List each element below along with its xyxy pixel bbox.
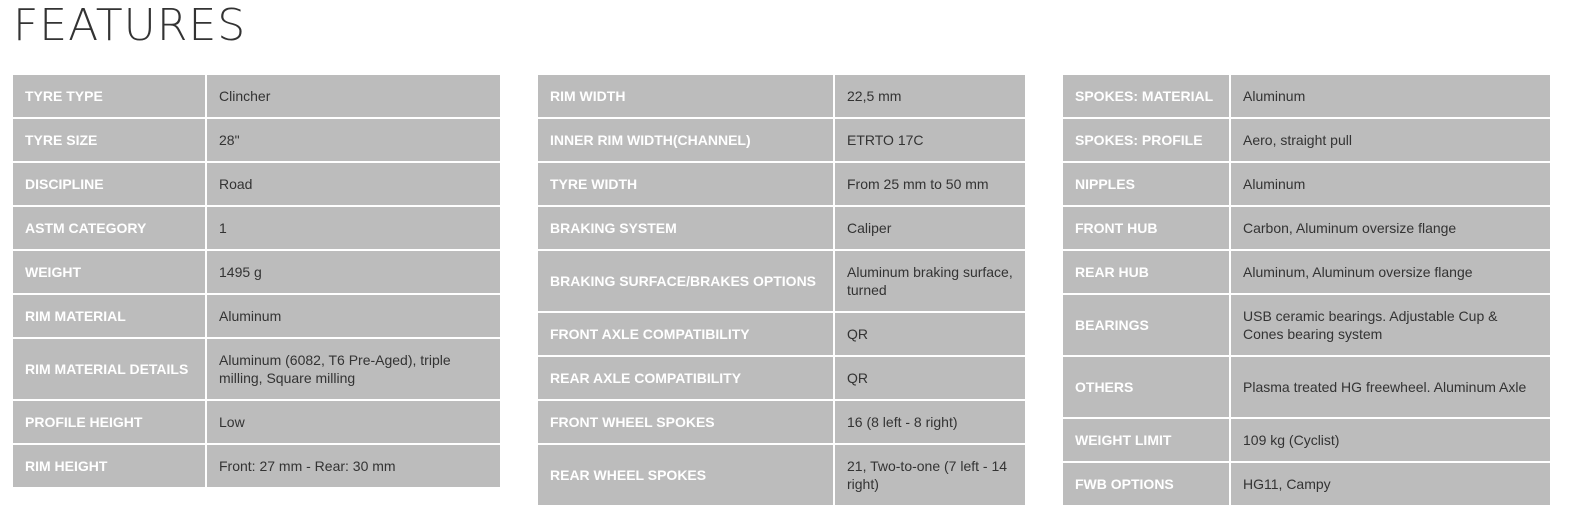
spec-value: Aluminum xyxy=(1230,74,1551,118)
table-row xyxy=(1062,294,1551,356)
spec-value: Road xyxy=(206,162,501,206)
spec-label: REAR HUB xyxy=(1062,250,1230,294)
spec-label: FRONT AXLE COMPATIBILITY xyxy=(537,312,834,356)
spec-value: 109 kg (Cyclist) xyxy=(1230,418,1551,462)
spec-label: TYRE TYPE xyxy=(12,74,206,118)
table-row xyxy=(1062,206,1551,250)
table-row xyxy=(1062,74,1551,118)
spec-value: Plasma treated HG freewheel. Aluminum Axle xyxy=(1230,356,1551,418)
table-row xyxy=(1062,418,1551,462)
spec-value: QR xyxy=(834,356,1026,400)
spec-value: 1 xyxy=(206,206,501,250)
spec-label: WEIGHT xyxy=(12,250,206,294)
spec-label: ASTM CATEGORY xyxy=(12,206,206,250)
table-row xyxy=(1062,462,1551,506)
spec-value: 21, Two-to-one (7 left - 14 right) xyxy=(834,444,1026,506)
spec-table-3 xyxy=(1061,73,1552,507)
spec-label: INNER RIM WIDTH(CHANNEL) xyxy=(537,118,834,162)
spec-label: OTHERS xyxy=(1062,356,1230,418)
spec-value: Aluminum (6082, T6 Pre-Aged), triple milling, Square milling xyxy=(206,338,501,400)
table-row xyxy=(537,74,1026,118)
spec-value: Aluminum braking surface, turned xyxy=(834,250,1026,312)
spec-value: Carbon, Aluminum oversize flange xyxy=(1230,206,1551,250)
spec-label: TYRE SIZE xyxy=(12,118,206,162)
spec-value: QR xyxy=(834,312,1026,356)
table-row xyxy=(12,162,501,206)
table-row xyxy=(1062,162,1551,206)
spec-value: Front: 27 mm - Rear: 30 mm xyxy=(206,444,501,488)
table-row xyxy=(537,356,1026,400)
spec-table-2 xyxy=(536,73,1027,507)
spec-label: RIM HEIGHT xyxy=(12,444,206,488)
table-row xyxy=(537,162,1026,206)
table-row xyxy=(537,400,1026,444)
table-row xyxy=(12,294,501,338)
table-row xyxy=(12,338,501,400)
spec-value: 22,5 mm xyxy=(834,74,1026,118)
spec-label: WEIGHT LIMIT xyxy=(1062,418,1230,462)
spec-value: Aluminum xyxy=(1230,162,1551,206)
spec-value: Caliper xyxy=(834,206,1026,250)
spec-label: BEARINGS xyxy=(1062,294,1230,356)
table-row xyxy=(12,206,501,250)
table-row xyxy=(1062,118,1551,162)
table-row xyxy=(1062,250,1551,294)
spec-value: 1495 g xyxy=(206,250,501,294)
table-row xyxy=(12,250,501,294)
spec-label: DISCIPLINE xyxy=(12,162,206,206)
table-row xyxy=(537,250,1026,312)
table-row xyxy=(537,312,1026,356)
spec-label: TYRE WIDTH xyxy=(537,162,834,206)
table-row xyxy=(12,444,501,488)
spec-label: FWB OPTIONS xyxy=(1062,462,1230,506)
table-row xyxy=(537,444,1026,506)
spec-value: HG11, Campy xyxy=(1230,462,1551,506)
spec-value: Aluminum xyxy=(206,294,501,338)
spec-label: BRAKING SYSTEM xyxy=(537,206,834,250)
spec-label: BRAKING SURFACE/BRAKES OPTIONS xyxy=(537,250,834,312)
spec-label: NIPPLES xyxy=(1062,162,1230,206)
spec-label: REAR AXLE COMPATIBILITY xyxy=(537,356,834,400)
spec-value: Clincher xyxy=(206,74,501,118)
spec-value: 16 (8 left - 8 right) xyxy=(834,400,1026,444)
table-row xyxy=(1062,356,1551,418)
spec-label: FRONT HUB xyxy=(1062,206,1230,250)
spec-value: ETRTO 17C xyxy=(834,118,1026,162)
spec-value: 28" xyxy=(206,118,501,162)
spec-value: Low xyxy=(206,400,501,444)
spec-label: REAR WHEEL SPOKES xyxy=(537,444,834,506)
table-row xyxy=(12,118,501,162)
table-row xyxy=(537,118,1026,162)
page-title: FEATURES xyxy=(13,0,247,51)
spec-label: PROFILE HEIGHT xyxy=(12,400,206,444)
spec-value: From 25 mm to 50 mm xyxy=(834,162,1026,206)
spec-label: RIM MATERIAL DETAILS xyxy=(12,338,206,400)
table-row xyxy=(537,206,1026,250)
spec-table-1 xyxy=(11,73,502,489)
spec-label: RIM WIDTH xyxy=(537,74,834,118)
table-row xyxy=(12,400,501,444)
spec-value: Aluminum, Aluminum oversize flange xyxy=(1230,250,1551,294)
spec-label: SPOKES: PROFILE xyxy=(1062,118,1230,162)
spec-label: FRONT WHEEL SPOKES xyxy=(537,400,834,444)
spec-value: Aero, straight pull xyxy=(1230,118,1551,162)
spec-value: USB ceramic bearings. Adjustable Cup & Cones bearing system xyxy=(1230,294,1551,356)
table-row xyxy=(12,74,501,118)
spec-label: SPOKES: MATERIAL xyxy=(1062,74,1230,118)
spec-label: RIM MATERIAL xyxy=(12,294,206,338)
